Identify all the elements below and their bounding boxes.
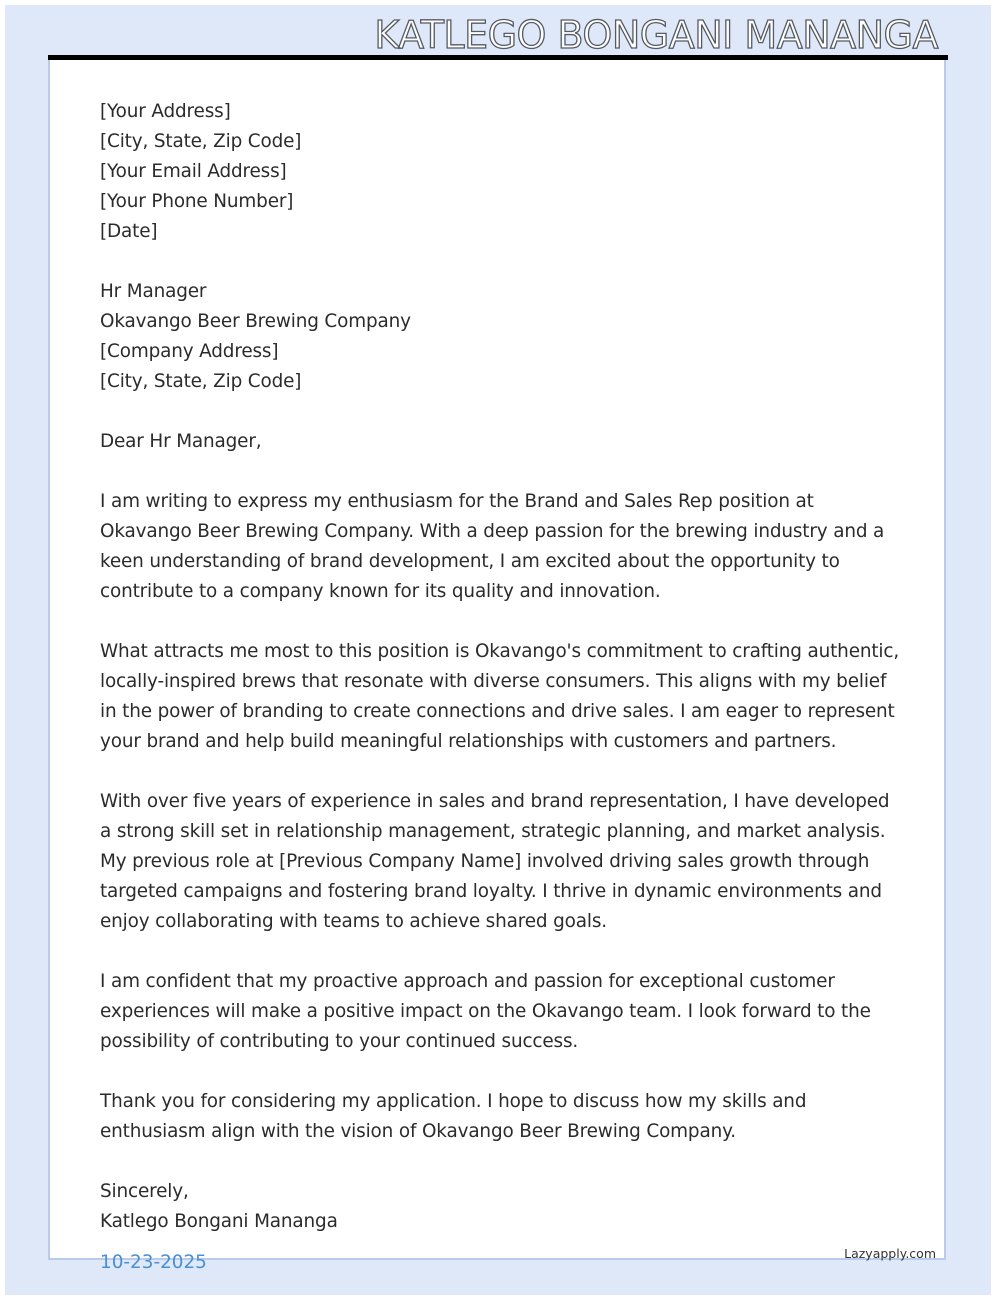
body-paragraph: With over five years of experience in sales and brand representation, I have developed a strong skill set in relationship management, strategic planning, and market analysis. My previous role at [Previous Company Name] involved driving sales growth through targeted campaigns and fostering brand loyalty. I thrive in dynamic environments and enjoy collaborating with teams to achieve shared goals.	[100, 791, 890, 932]
recipient-company: Okavango Beer Brewing Company	[100, 311, 411, 332]
sender-phone: [Your Phone Number]	[100, 191, 294, 212]
signature-name: Katlego Bongani Mananga	[100, 1211, 338, 1232]
letter-body	[100, 97, 900, 1237]
sender-address: [Your Address]	[100, 101, 231, 122]
salutation: Dear Hr Manager,	[100, 431, 262, 452]
closing-block	[100, 1177, 900, 1237]
recipient-title: Hr Manager	[100, 281, 207, 302]
footer-date: 10-23-2025	[100, 1252, 207, 1273]
sender-date: [Date]	[100, 221, 158, 242]
body-paragraph: I am confident that my proactive approach and passion for exceptional customer experiences will make a positive impact on the Okavango team. I look forward to the possibility of contributing to your continued success.	[100, 971, 871, 1052]
sender-email: [Your Email Address]	[100, 161, 287, 182]
body-paragraph: What attracts me most to this position is Okavango's commitment to crafting authentic, locally-inspired brews that resonate with diverse consumers. This aligns with my belief in the power of branding to create connections and drive sales. I am eager to represent your brand and help build meaningful relationships with customers and partners.	[100, 641, 900, 752]
recipient-block	[100, 277, 900, 397]
sender-city-state-zip: [City, State, Zip Code]	[100, 131, 302, 152]
recipient-city-state-zip: [City, State, Zip Code]	[100, 371, 302, 392]
applicant-name-header: KATLEGO BONGANI MANANGA	[374, 13, 938, 57]
body-paragraph: Thank you for considering my application. I hope to discuss how my skills and enthusiasm align with the vision of Okavango Beer Brewing Company.	[100, 1091, 807, 1142]
footer-brand: Lazyapply.com	[844, 1246, 936, 1261]
body-paragraph: I am writing to express my enthusiasm for the Brand and Sales Rep position at Okavango Beer Brewing Company. With a deep passion for the brewing industry and a keen understanding of brand development, I am excited about the opportunity to contribute to a company known for its quality and innovation.	[100, 491, 885, 602]
valediction: Sincerely,	[100, 1181, 189, 1202]
sender-block	[100, 97, 900, 247]
recipient-address: [Company Address]	[100, 341, 279, 362]
